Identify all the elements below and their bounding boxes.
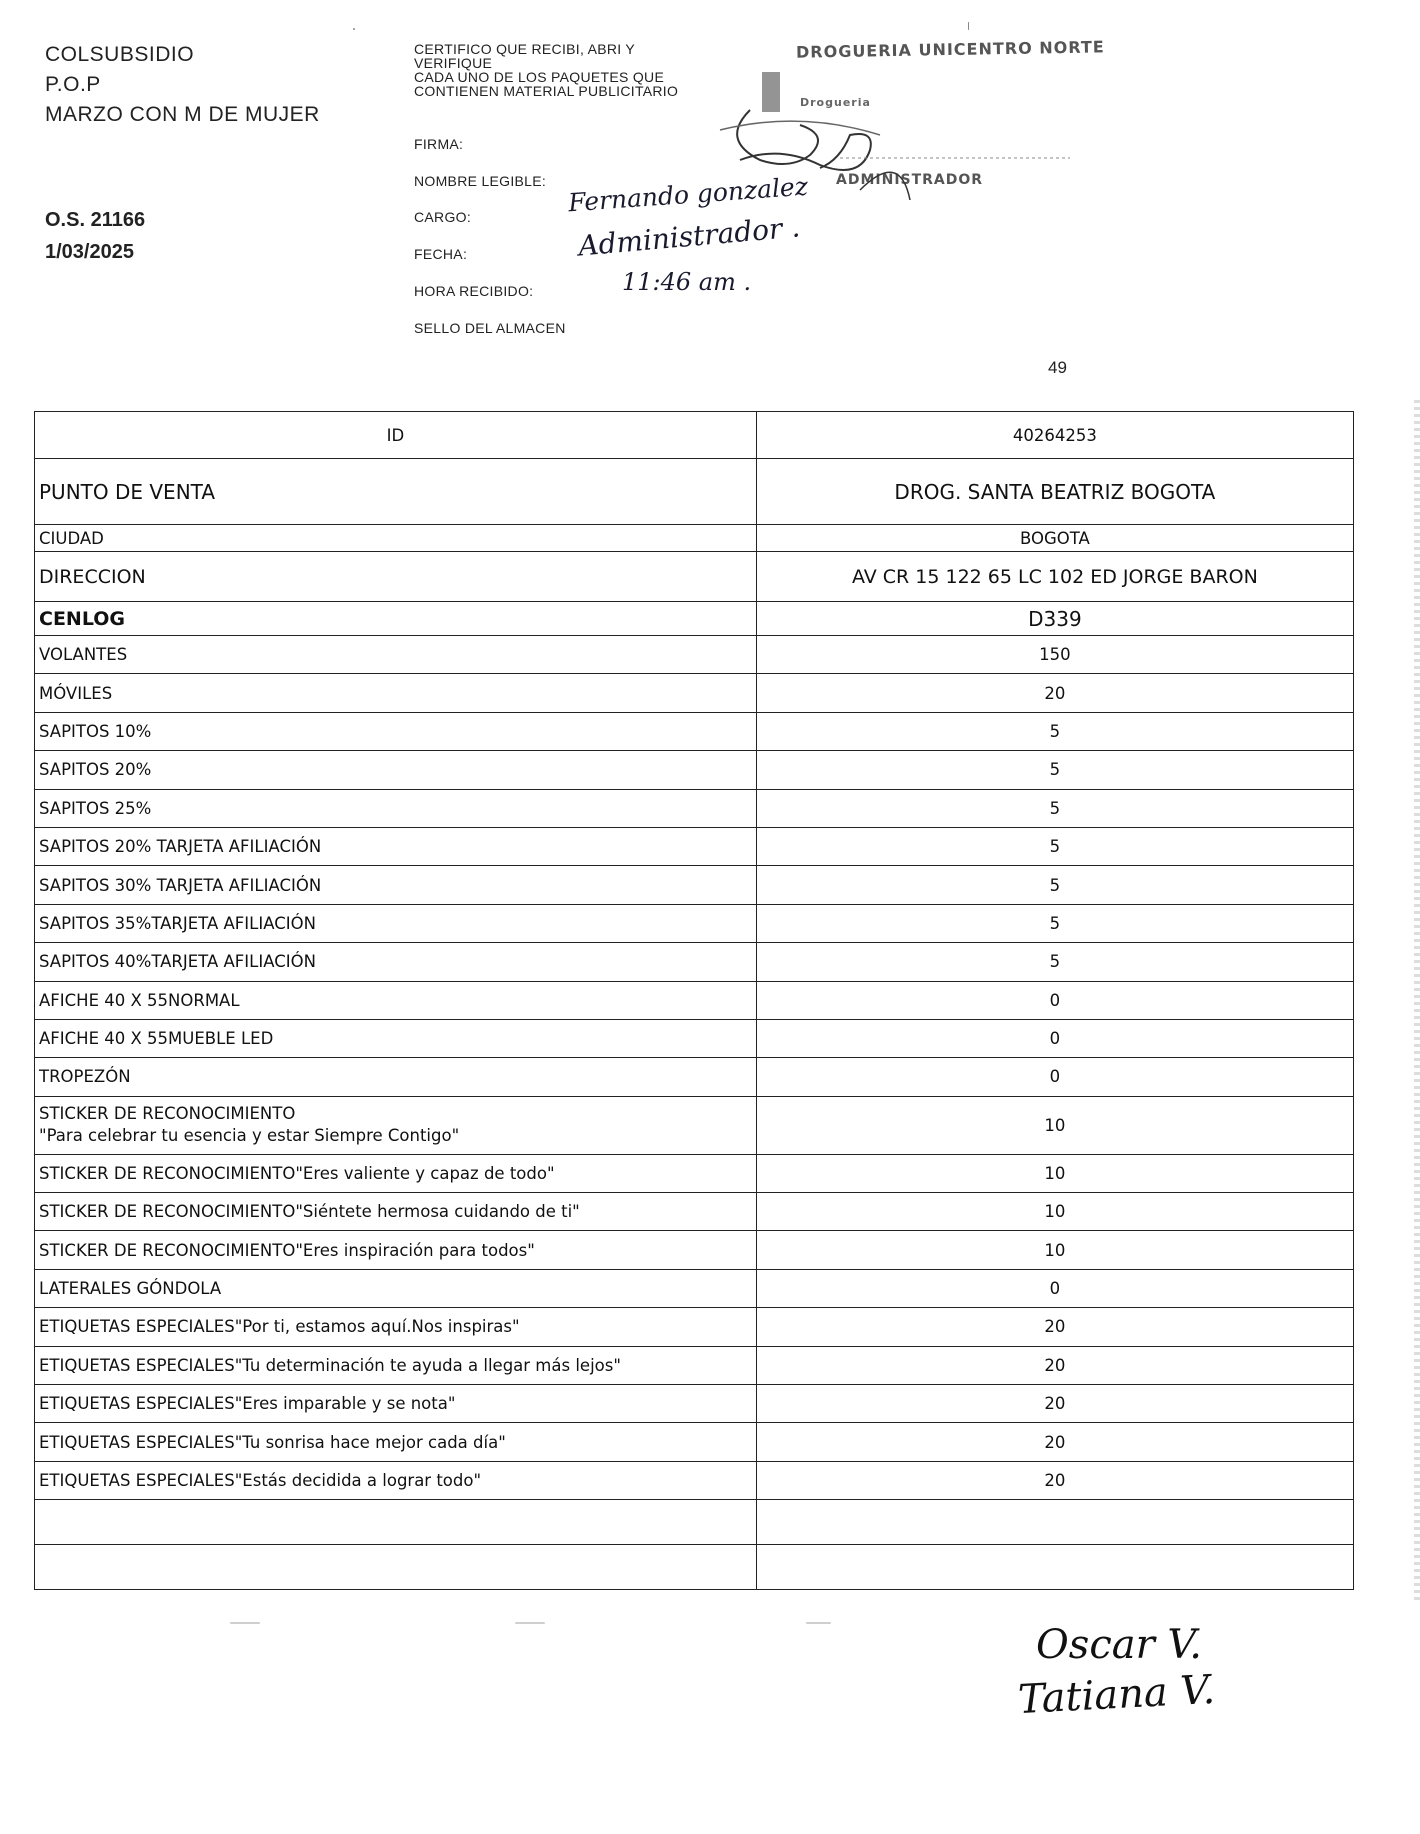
table-row bbox=[35, 712, 1354, 750]
page-number: 49 bbox=[1048, 358, 1067, 377]
item-label: SAPITOS 35%TARJETA AFILIACIÓN bbox=[35, 904, 757, 942]
signature-line-1: Oscar V. bbox=[1036, 1622, 1203, 1668]
scan-speck bbox=[968, 22, 969, 30]
cert-line: VERIFIQUE bbox=[414, 55, 493, 71]
stamp-store-name: DROGUERIA UNICENTRO NORTE bbox=[795, 37, 1105, 62]
header-left bbox=[45, 40, 320, 130]
stamp-mark bbox=[700, 40, 1080, 200]
item-label: SAPITOS 30% TARJETA AFILIACIÓN bbox=[35, 866, 757, 904]
table-row bbox=[35, 904, 1354, 942]
table-row bbox=[35, 674, 1354, 712]
ciudad-label: CIUDAD bbox=[35, 525, 757, 552]
fecha-label: FECHA: bbox=[414, 246, 468, 262]
empty-cell bbox=[35, 1545, 757, 1590]
table-row bbox=[35, 1346, 1354, 1384]
scan-speck bbox=[515, 1622, 545, 1624]
item-quantity: 150 bbox=[756, 636, 1353, 674]
item-label: AFICHE 40 X 55NORMAL bbox=[35, 981, 757, 1019]
item-label: STICKER DE RECONOCIMIENTO"Eres inspiración para todos" bbox=[35, 1231, 757, 1269]
item-label: TROPEZÓN bbox=[35, 1058, 757, 1096]
item-quantity: 5 bbox=[756, 827, 1353, 865]
id-label: ID bbox=[35, 412, 757, 459]
item-quantity: 10 bbox=[756, 1193, 1353, 1231]
item-quantity: 20 bbox=[756, 1308, 1353, 1346]
stamp-role: ADMINISTRADOR bbox=[836, 172, 984, 188]
table-row bbox=[35, 1423, 1354, 1461]
direccion-value: AV CR 15 122 65 LC 102 ED JORGE BARON bbox=[756, 552, 1353, 602]
handwritten-time: 11:46 am . bbox=[622, 268, 752, 296]
order-date: 1/03/2025 bbox=[45, 241, 134, 263]
handwritten-cargo: Administrador . bbox=[576, 210, 802, 263]
table-row-empty bbox=[35, 1500, 1354, 1545]
item-label: STICKER DE RECONOCIMIENTO"Siéntete hermosa cuidando de ti" bbox=[35, 1193, 757, 1231]
table-row bbox=[35, 1385, 1354, 1423]
table-row-empty bbox=[35, 1545, 1354, 1590]
item-quantity: 10 bbox=[756, 1231, 1353, 1269]
table-row bbox=[35, 1269, 1354, 1307]
item-label: LATERALES GÓNDOLA bbox=[35, 1269, 757, 1307]
handwritten-name: Fernando gonzalez bbox=[567, 171, 809, 218]
table-row bbox=[35, 1308, 1354, 1346]
item-quantity: 5 bbox=[756, 866, 1353, 904]
table-row bbox=[35, 1019, 1354, 1057]
sticker-label bbox=[35, 1096, 757, 1154]
item-label: SAPITOS 20% bbox=[35, 751, 757, 789]
cert-line: CADA UNO DE LOS PAQUETES QUE bbox=[414, 69, 665, 85]
item-label: ETIQUETAS ESPECIALES"Tu determinación te ayuda a llegar más lejos" bbox=[35, 1346, 757, 1384]
empty-cell bbox=[756, 1500, 1353, 1545]
scan-speck bbox=[230, 1622, 260, 1624]
item-quantity: 20 bbox=[756, 1346, 1353, 1384]
sello-label: SELLO DEL ALMACEN bbox=[414, 320, 566, 336]
item-label: ETIQUETAS ESPECIALES"Eres imparable y se nota" bbox=[35, 1385, 757, 1423]
item-quantity: 5 bbox=[756, 943, 1353, 981]
item-label: SAPITOS 25% bbox=[35, 789, 757, 827]
materials-table bbox=[34, 411, 1354, 1590]
punto-venta-value: DROG. SANTA BEATRIZ BOGOTA bbox=[756, 459, 1353, 525]
item-quantity: 20 bbox=[756, 1385, 1353, 1423]
punto-venta-label: PUNTO DE VENTA bbox=[35, 459, 757, 525]
item-quantity: 10 bbox=[756, 1154, 1353, 1192]
table-row bbox=[35, 602, 1354, 636]
table-row bbox=[35, 866, 1354, 904]
cenlog-value: D339 bbox=[756, 602, 1353, 636]
item-quantity: 5 bbox=[756, 904, 1353, 942]
stamp-mid-text: Drogueria bbox=[800, 96, 871, 109]
scan-speck bbox=[353, 28, 355, 30]
item-quantity: 0 bbox=[756, 1269, 1353, 1307]
table-row bbox=[35, 552, 1354, 602]
firma-label: FIRMA: bbox=[414, 136, 464, 152]
item-quantity: 20 bbox=[756, 1423, 1353, 1461]
item-label: STICKER DE RECONOCIMIENTO"Eres valiente y capaz de todo" bbox=[35, 1154, 757, 1192]
table-row bbox=[35, 1231, 1354, 1269]
table-row bbox=[35, 981, 1354, 1019]
item-label: ETIQUETAS ESPECIALES"Por ti, estamos aquí.Nos inspiras" bbox=[35, 1308, 757, 1346]
table-row bbox=[35, 943, 1354, 981]
cenlog-label: CENLOG bbox=[35, 602, 757, 636]
item-quantity: 20 bbox=[756, 1461, 1353, 1499]
item-label: SAPITOS 20% TARJETA AFILIACIÓN bbox=[35, 827, 757, 865]
table-row bbox=[35, 1461, 1354, 1499]
table-row bbox=[35, 459, 1354, 525]
table-row bbox=[35, 412, 1354, 459]
sticker-value: 10 bbox=[756, 1096, 1353, 1154]
item-quantity: 0 bbox=[756, 981, 1353, 1019]
item-quantity: 0 bbox=[756, 1019, 1353, 1057]
table-row bbox=[35, 1154, 1354, 1192]
cert-line: CONTIENEN MATERIAL PUBLICITARIO bbox=[414, 83, 679, 99]
item-label: SAPITOS 40%TARJETA AFILIACIÓN bbox=[35, 943, 757, 981]
signature-line-2: Tatiana V. bbox=[1016, 1666, 1217, 1724]
hora-label: HORA RECIBIDO: bbox=[414, 283, 534, 299]
order-info bbox=[45, 204, 145, 268]
item-label: MÓVILES bbox=[35, 674, 757, 712]
id-value: 40264253 bbox=[756, 412, 1353, 459]
item-quantity: 20 bbox=[756, 674, 1353, 712]
item-label: SAPITOS 10% bbox=[35, 712, 757, 750]
item-label: ETIQUETAS ESPECIALES"Estás decidida a lograr todo" bbox=[35, 1461, 757, 1499]
table-row bbox=[35, 636, 1354, 674]
sticker-label-line2: "Para celebrar tu esencia y estar Siempre Contigo" bbox=[39, 1126, 460, 1146]
item-label: AFICHE 40 X 55MUEBLE LED bbox=[35, 1019, 757, 1057]
scan-edge bbox=[1414, 400, 1420, 1600]
scan-speck bbox=[806, 1622, 831, 1624]
table-row bbox=[35, 1058, 1354, 1096]
nombre-label: NOMBRE LEGIBLE: bbox=[414, 173, 547, 189]
item-quantity: 0 bbox=[756, 1058, 1353, 1096]
empty-cell bbox=[756, 1545, 1353, 1590]
order-number: O.S. 21166 bbox=[45, 209, 146, 231]
item-label: ETIQUETAS ESPECIALES"Tu sonrisa hace mejor cada día" bbox=[35, 1423, 757, 1461]
ciudad-value: BOGOTA bbox=[756, 525, 1353, 552]
cargo-label: CARGO: bbox=[414, 209, 472, 225]
table-row bbox=[35, 1193, 1354, 1231]
company-name: COLSUBSIDIO bbox=[45, 43, 195, 66]
sticker-label-line1: STICKER DE RECONOCIMIENTO bbox=[39, 1104, 296, 1124]
empty-cell bbox=[35, 1500, 757, 1545]
table-row bbox=[35, 525, 1354, 552]
item-label: VOLANTES bbox=[35, 636, 757, 674]
campaign-name: MARZO CON M DE MUJER bbox=[45, 103, 320, 126]
item-quantity: 5 bbox=[756, 751, 1353, 789]
table-row bbox=[35, 751, 1354, 789]
table-row bbox=[35, 1096, 1354, 1154]
certification-text bbox=[414, 42, 678, 98]
item-quantity: 5 bbox=[756, 712, 1353, 750]
table-row bbox=[35, 827, 1354, 865]
direccion-label: DIRECCION bbox=[35, 552, 757, 602]
cert-line: CERTIFICO QUE RECIBI, ABRI Y bbox=[414, 41, 636, 57]
campaign-type: P.O.P bbox=[45, 73, 101, 96]
table-row bbox=[35, 789, 1354, 827]
item-quantity: 5 bbox=[756, 789, 1353, 827]
